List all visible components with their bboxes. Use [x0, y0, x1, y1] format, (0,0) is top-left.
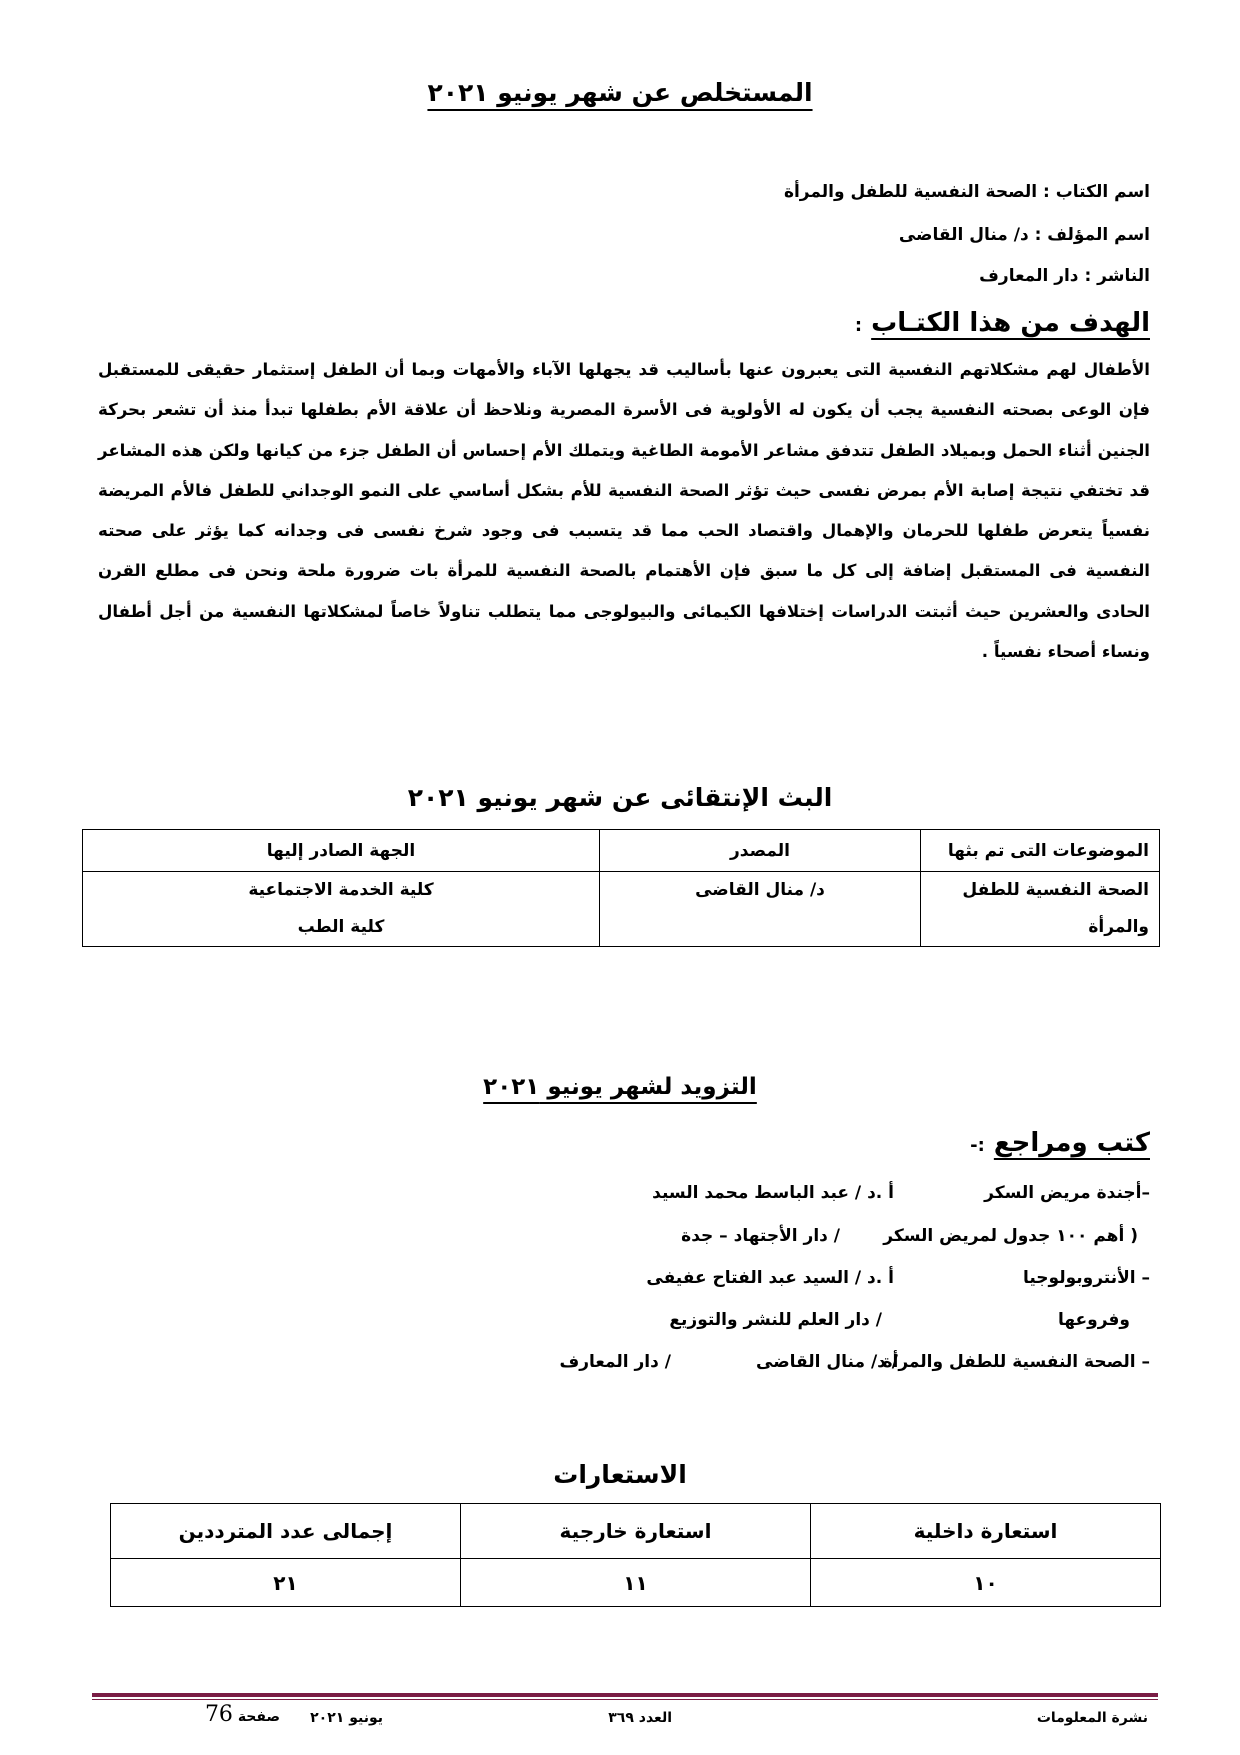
footer-bulletin: نشرة المعلومات [1036, 1710, 1148, 1726]
row-topic [921, 872, 1160, 947]
broadcast-title: البث الإنتقائى عن شهر يونيو ٢٠٢١ [407, 783, 833, 812]
goal-colon: : [854, 315, 863, 336]
loans-value-internal: ١٠ [811, 1559, 1161, 1607]
header-source: المصدر [600, 830, 921, 872]
book-3-author: / د/ منال القاضى [756, 1352, 898, 1372]
footer-page-number: 76 [204, 1702, 233, 1727]
broadcast-table [82, 829, 1160, 947]
loans-table [110, 1503, 1161, 1607]
loans-header-row [111, 1504, 1161, 1559]
row-topic-line1: الصحة النفسية للطفل [962, 880, 1149, 900]
footer-page [205, 1702, 280, 1727]
table-row [111, 1559, 1161, 1607]
loans-header-internal: استعارة داخلية [811, 1504, 1161, 1559]
goal-heading-line [855, 308, 1150, 338]
row-entity-line1: كلية الخدمة الاجتماعية [248, 880, 434, 900]
goal-heading: الهدف من هذا الكتـاب [871, 308, 1150, 338]
footer-divider-thin [92, 1699, 1158, 1700]
footer-date: يونيو ٢٠٢١ [310, 1710, 383, 1726]
book-1-subtitle: ( أهم ١٠٠ جدول لمريض السكر [883, 1226, 1138, 1246]
row-source-text: د/ منال القاضى [695, 880, 825, 900]
broadcast-header-row [83, 830, 1160, 872]
book-name: اسم الكتاب : الصحة النفسية للطفل والمرأة [783, 182, 1150, 202]
book-author: اسم المؤلف : د/ منال القاضى [898, 225, 1150, 245]
header-topics: الموضوعات التى تم بثها [921, 830, 1160, 872]
loans-value-total: ٢١ [111, 1559, 461, 1607]
loans-header-total: إجمالى عدد المترددين [111, 1504, 461, 1559]
book-1-title: –أجندة مريض السكر [984, 1183, 1150, 1203]
abstract-title: المستخلص عن شهر يونيو ٢٠٢١ [427, 78, 813, 107]
book-publisher: الناشر : دار المعارف [979, 266, 1150, 286]
book-3-publisher: / دار المعارف [559, 1352, 671, 1372]
books-heading: كتب ومراجع [993, 1128, 1150, 1158]
footer-issue: العدد ٣٦٩ [608, 1710, 672, 1726]
acquisitions-title: التزويد لشهر يونيو ٢٠٢١ [483, 1074, 757, 1100]
loans-value-external: ١١ [461, 1559, 811, 1607]
table-row [83, 872, 1160, 947]
loans-title: الاستعارات [553, 1460, 687, 1489]
loans-header-external: استعارة خارجية [461, 1504, 811, 1559]
book-1-author: أ .د / عبد الباسط محمد السيد [652, 1183, 894, 1203]
book-2-publisher: / دار العلم للنشر والتوزيع [669, 1310, 882, 1330]
row-entity-line2: كلية الطب [297, 917, 385, 937]
row-entity [83, 872, 600, 947]
books-colon: :- [970, 1135, 985, 1156]
abstract-body: الأطفال لهم مشكلاتهم النفسية التى يعبرون عنها بأساليب قد يجهلها الآباء والأمهات وبما أن الطفل إستثمار حقيقى للمستقبل فإن الوعى بصحته النفسية يجب أن يكون له الأولوية فى الأسرة المصرية ونلاحظ أن علاقة الأم بطفلها تبدأ منذ أن تشعر بحركة الجنين أثناء الحمل وبميلاد الطفل تتدفق مشاعر الأمومة الطاغية ويتملك الأم إحساس أن الطفل جزء من كيانها ولكن هذه المشاعر قد تختفي نتيجة إصابة الأم بمرض نفسى حيث تؤثر الصحة النفسية للأم بشكل أساسي على النمو الوجداني للطفل فالأم المريضة نفسياً يتعرض طفلها للحرمان والإهمال واقتصاد الحب مما قد يتسبب فى وجود شرخ نفسى فى وجدانه كما يؤثر على صحته النفسية فى المستقبل إضافة إلى كل ما سبق فإن الأهتمام بالصحة النفسية للمرأة بات ضرورة ملحة ونحن فى مطلع القرن الحادى والعشرين حيث أثبتت الدراسات إختلافها الكيمائى والبيولوجى مما يتطلب تناولاً خاصاً لمشكلاتها النفسية من أجل أطفال ونساء أصحاء نفسياً . [98, 360, 1150, 662]
row-source [600, 872, 921, 947]
row-topic-line2: والمرأة [1088, 917, 1149, 937]
header-entity: الجهة الصادر إليها [83, 830, 600, 872]
book-2-title: – الأنتروبولوجيا [1022, 1268, 1150, 1288]
footer-divider [92, 1693, 1158, 1697]
book-1-publisher: / دار الأجتهاد – جدة [681, 1226, 840, 1246]
footer-page-label: صفحة [237, 1709, 280, 1725]
book-3-title: – الصحة النفسية للطفل والمرأة [882, 1352, 1150, 1372]
book-2-subtitle: وفروعها [1057, 1310, 1130, 1330]
books-heading-line [970, 1128, 1150, 1158]
book-2-author: أ .د / السيد عبد الفتاح عفيفى [646, 1268, 894, 1288]
